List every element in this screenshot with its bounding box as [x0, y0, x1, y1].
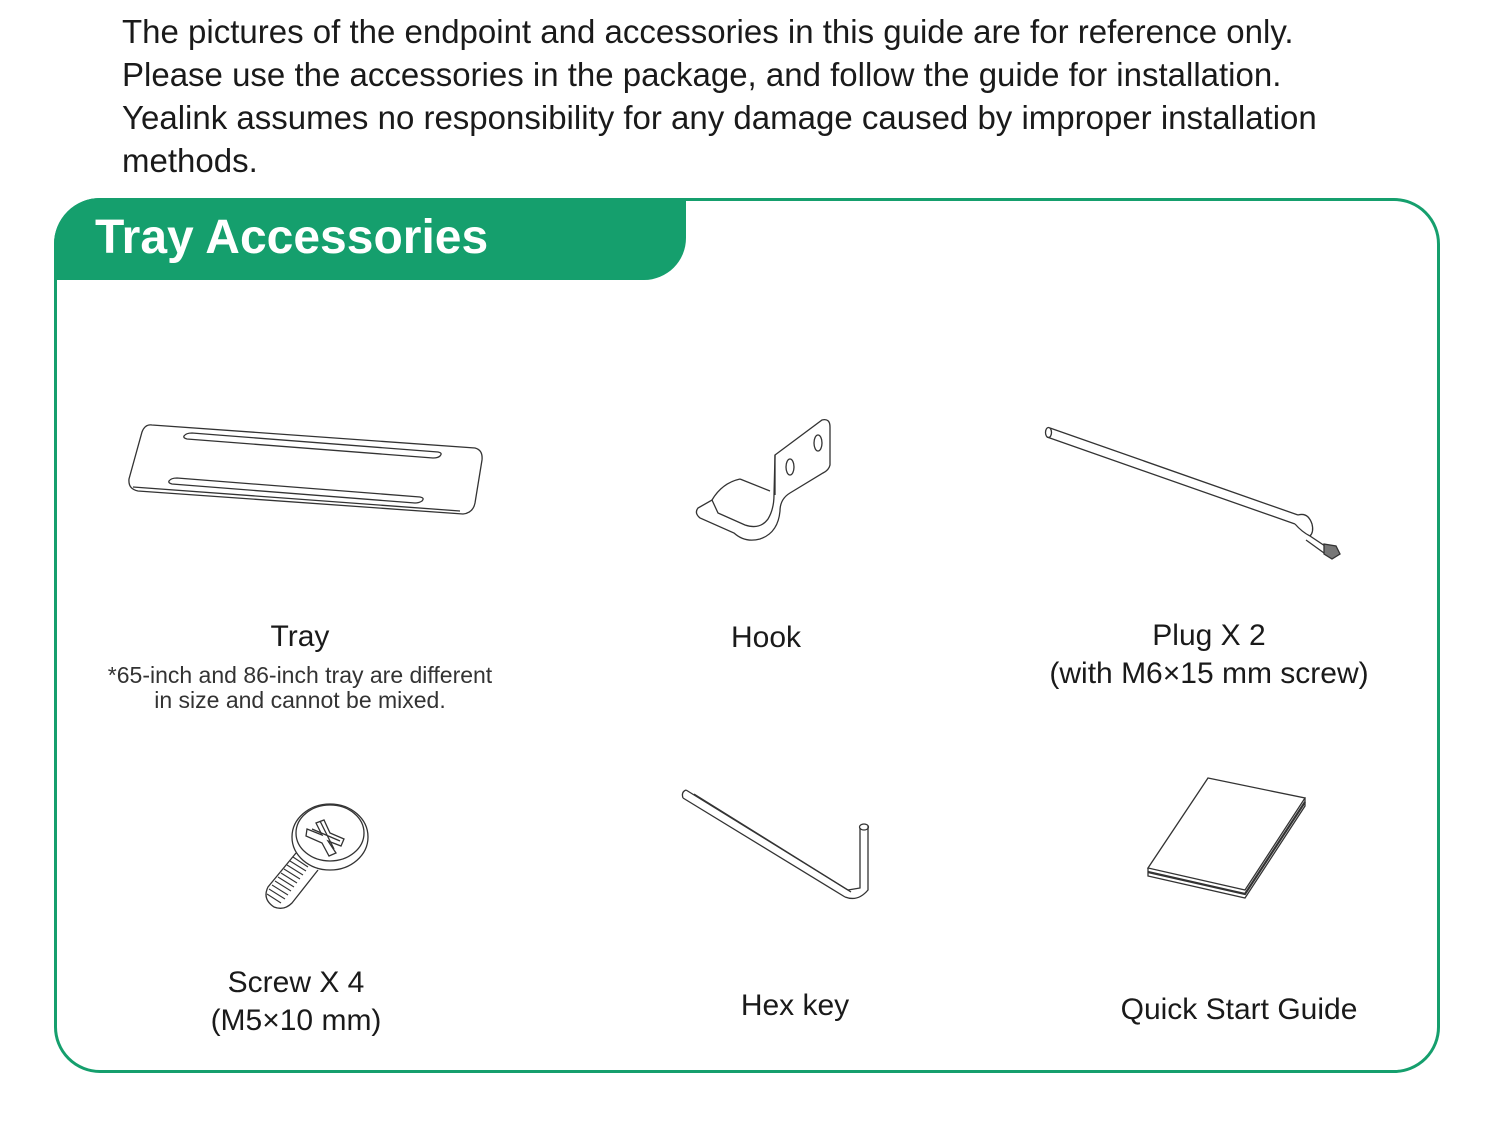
hook-icon [690, 415, 840, 545]
plug-icon [1040, 420, 1350, 565]
tray-icon [120, 415, 495, 525]
quick-start-guide-icon [1140, 770, 1310, 905]
hex-key-icon [678, 780, 878, 905]
disclaimer-line-1: The pictures of the endpoint and accessories in this guide are for reference only. [122, 13, 1294, 50]
screw-icon [260, 795, 375, 920]
tray-note-line-2: in size and cannot be mixed. [154, 687, 446, 713]
screw-sublabel: (M5×10 mm) [210, 1004, 382, 1037]
disclaimer-text [122, 10, 1445, 182]
plug-label: Plug X 2 [1152, 619, 1266, 652]
disclaimer-line-4: methods. [122, 142, 258, 179]
plug-sublabel: (with M6×15 mm screw) [1049, 657, 1369, 690]
disclaimer-line-2: Please use the accessories in the package, and follow the guide for installation. [122, 56, 1282, 93]
screw-label: Screw X 4 [227, 966, 365, 999]
quick-start-guide-label: Quick Start Guide [1120, 993, 1358, 1026]
tray-note-line-1: *65-inch and 86-inch tray are different [107, 662, 493, 688]
hex-key-label: Hex key [740, 989, 850, 1022]
section-title: Tray Accessories [95, 211, 489, 264]
tray-label: Tray [270, 620, 330, 653]
hook-label: Hook [730, 621, 802, 654]
disclaimer-line-3: Yealink assumes no responsibility for any damage caused by improper installation [122, 99, 1317, 136]
